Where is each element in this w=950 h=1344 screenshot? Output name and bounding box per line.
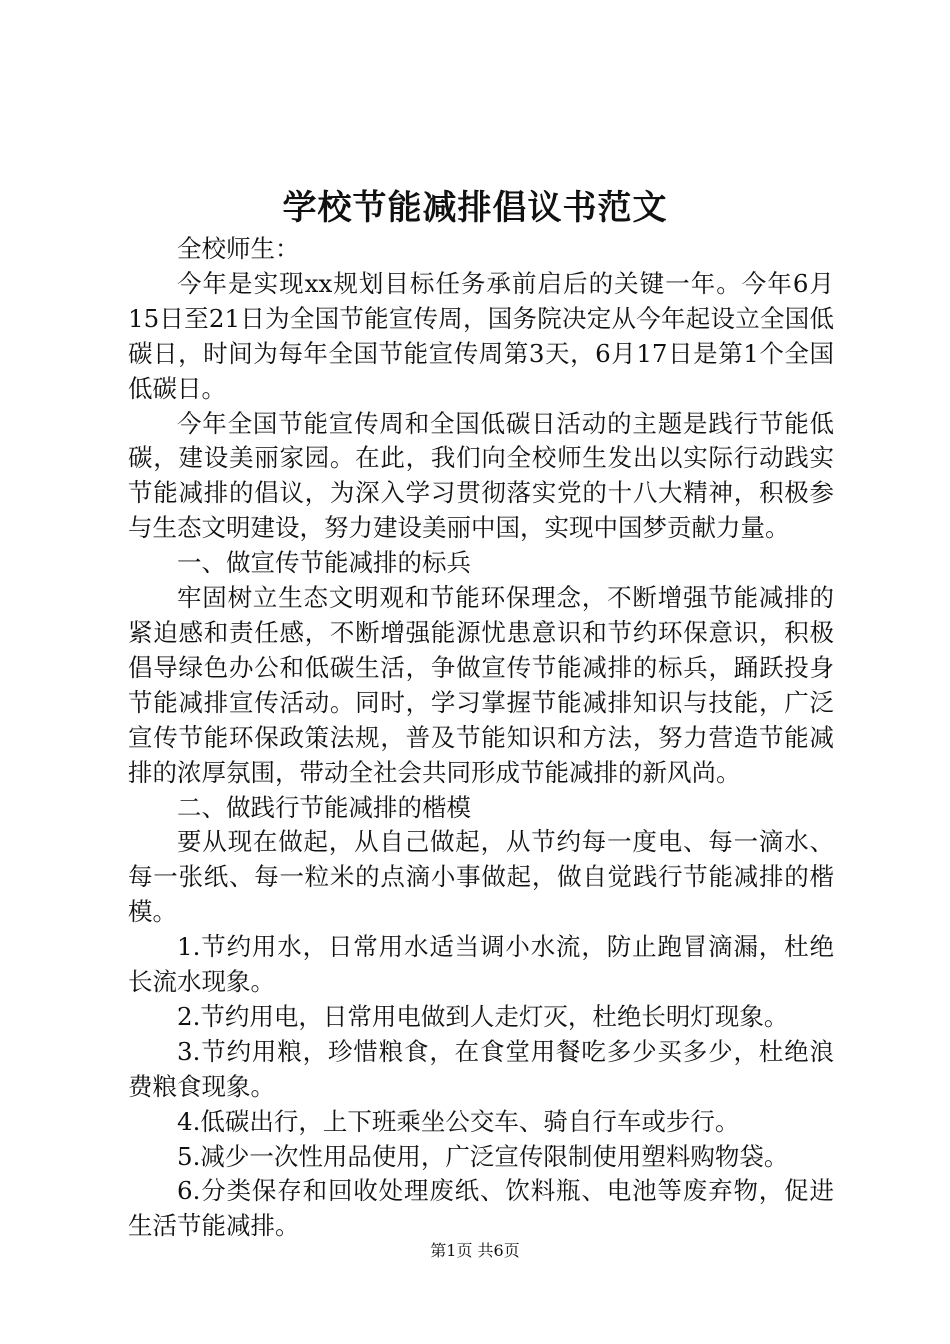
paragraph-section-1: 牢固树立生态文明观和节能环保理念，不断增强节能减排的紧迫感和责任感，不断增强能源忧患意识和节约环保意识，积极倡导绿色办公和低碳生活，争做宣传节能减排的标兵，踊跃投身节能减排宣传活动。同时，学习掌握节能减排知识与技能，广泛宣传节能环保政策法规，普及节能知识和方法，努力营造节能减排的浓厚氛围，带动全社会共同形成节能减排的新风尚。 — [128, 583, 834, 787]
list-item: 3.节约用粮，珍惜粮食，在食堂用餐吃多少买多少，杜绝浪费粮食现象。 — [128, 1036, 834, 1101]
list-item: 5.减少一次性用品使用，广泛宣传限制使用塑料购物袋。 — [177, 1141, 789, 1171]
section-heading-2: 二、做践行节能减排的楷模 — [177, 792, 471, 822]
paragraph-theme: 今年全国节能宣传周和全国低碳日活动的主题是践行节能低碳，建设美丽家园。在此，我们向全校师生发出以实际行动践实节能减排的倡议，为深入学习贯彻落实党的十八大精神，积极参与生态文明建设，努力建设美丽中国，实现中国梦贡献力量。 — [128, 408, 834, 543]
document-body — [128, 232, 834, 1244]
list-item: 6.分类保存和回收处理废纸、饮料瓶、电池等废弃物，促进生活节能减排。 — [128, 1176, 834, 1241]
list-item: 4.低碳出行，上下班乘坐公交车、骑自行车或步行。 — [177, 1106, 740, 1136]
paragraph-section-2: 要从现在做起，从自己做起，从节约每一度电、每一滴水、每一张纸、每一粒米的点滴小事做起，做自觉践行节能减排的楷模。 — [128, 827, 834, 927]
paragraph-intro: 今年是实现xx规划目标任务承前启后的关键一年。今年6月15日至21日为全国节能宣传周，国务院决定从今年起设立全国低碳日，时间为每年全国节能宣传周第3天，6月17日是第1个全国低碳日。 — [128, 268, 834, 403]
page-number-footer: 第1页 共6页 — [430, 1241, 520, 1260]
section-heading-1: 一、做宣传节能减排的标兵 — [177, 548, 471, 578]
list-item: 2.节约用电，日常用电做到人走灯灭，杜绝长明灯现象。 — [177, 1001, 789, 1031]
document-title: 学校节能减排倡议书范文 — [282, 188, 668, 228]
salutation: 全校师生： — [177, 234, 300, 263]
list-item: 1.节约用水，日常用水适当调小水流，防止跑冒滴漏，杜绝长流水现象。 — [128, 932, 834, 997]
